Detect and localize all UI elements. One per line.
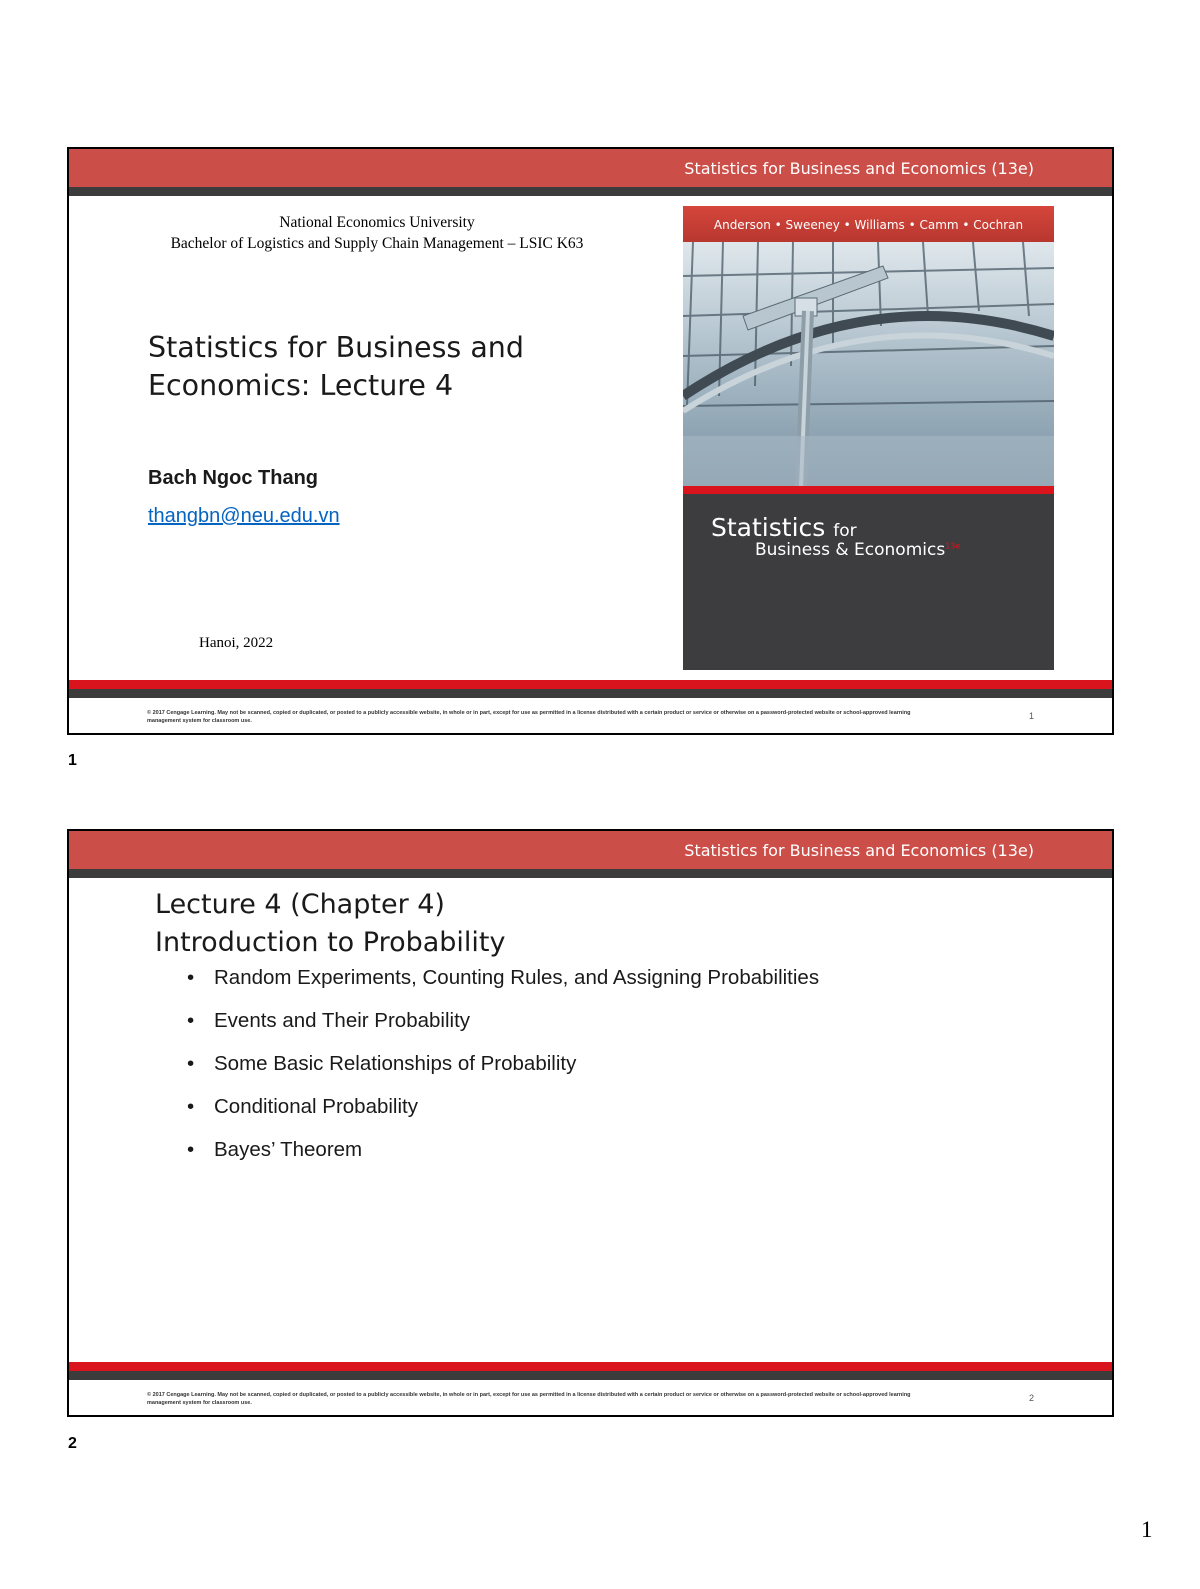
header-title: Statistics for Business and Economics (13e) (684, 159, 1034, 178)
slide-title-line-2: Introduction to Probability (155, 927, 506, 958)
bullet-icon: • (187, 1052, 195, 1075)
slide-title (148, 329, 524, 405)
author-email-link[interactable]: thangbn@neu.edu.vn (148, 505, 340, 527)
footer-gray-bar (69, 689, 1112, 698)
list-item (187, 1138, 819, 1163)
slide-1 (67, 147, 1114, 735)
list-item (187, 1052, 819, 1077)
list-item-text: Conditional Probability (214, 1095, 418, 1118)
book-cover-art (683, 206, 1054, 670)
slide-number: 1 (1028, 711, 1034, 721)
slide-title (155, 886, 506, 962)
book-cover-image (683, 206, 1054, 670)
cover-subtitle (755, 540, 960, 560)
header-title: Statistics for Business and Economics (13e) (684, 841, 1034, 860)
header-divider (69, 869, 1112, 878)
slide-title-line-1: Statistics for Business and (148, 331, 524, 364)
list-item (187, 966, 819, 991)
cover-subtitle-text: Business & Economics (755, 540, 946, 560)
slide-number: 2 (1028, 1393, 1034, 1403)
slide-page-label-2: 2 (68, 1435, 77, 1452)
list-item (187, 1095, 819, 1120)
header-bar (69, 149, 1112, 187)
list-item-text: Bayes’ Theorem (214, 1138, 363, 1161)
cover-authors: Anderson • Sweeney • Williams • Camm • Cochran (713, 218, 1024, 232)
slide-title-line-1: Lecture 4 (Chapter 4) (155, 889, 445, 920)
footer-red-bar (69, 1362, 1112, 1371)
copyright-notice: © 2017 Cengage Learning. May not be scanned, copied or duplicated, or posted to a publicly accessible website, in whole or in part, except for use as permitted in a license distributed with a certain product or service or otherwise on a password-protected website or school-approved learning management system for classroom use. (147, 1392, 911, 1406)
bullet-icon: • (187, 1009, 195, 1032)
program-name: Bachelor of Logistics and Supply Chain Management – LSIC K63 (170, 235, 584, 252)
bullet-icon: • (187, 966, 195, 989)
list-item-text: Some Basic Relationships of Probability (214, 1052, 577, 1075)
header-bar (69, 831, 1112, 869)
bullet-icon: • (187, 1138, 195, 1161)
slide-title-line-2: Economics: Lecture 4 (148, 369, 454, 402)
cover-title-for: for (833, 521, 857, 541)
list-item (187, 1009, 819, 1034)
copyright-notice: © 2017 Cengage Learning. May not be scanned, copied or duplicated, or posted to a publicly accessible website, in whole or in part, except for use as permitted in a license distributed with a certain product or service or otherwise on a password-protected website or school-approved learning management system for classroom use. (147, 710, 911, 724)
footer-gray-bar (69, 1371, 1112, 1380)
author-name: Bach Ngoc Thang (148, 467, 319, 489)
cover-title-main: Statistics (711, 513, 826, 542)
header-divider (69, 187, 1112, 196)
list-item-text: Events and Their Probability (214, 1009, 471, 1032)
cover-title (711, 513, 857, 542)
topic-list (187, 966, 819, 1181)
slide-page-label-1: 1 (68, 752, 77, 769)
list-item-text: Random Experiments, Counting Rules, and Assigning Probabilities (214, 966, 820, 989)
cover-edition: 13e (945, 541, 961, 551)
place-date: Hanoi, 2022 (199, 635, 274, 651)
document-page-number: 1 (1141, 1517, 1153, 1542)
slide-2 (67, 829, 1114, 1417)
university-name: National Economics University (279, 214, 475, 231)
bullet-icon: • (187, 1095, 195, 1118)
footer-red-bar (69, 680, 1112, 689)
university-block (121, 212, 633, 254)
